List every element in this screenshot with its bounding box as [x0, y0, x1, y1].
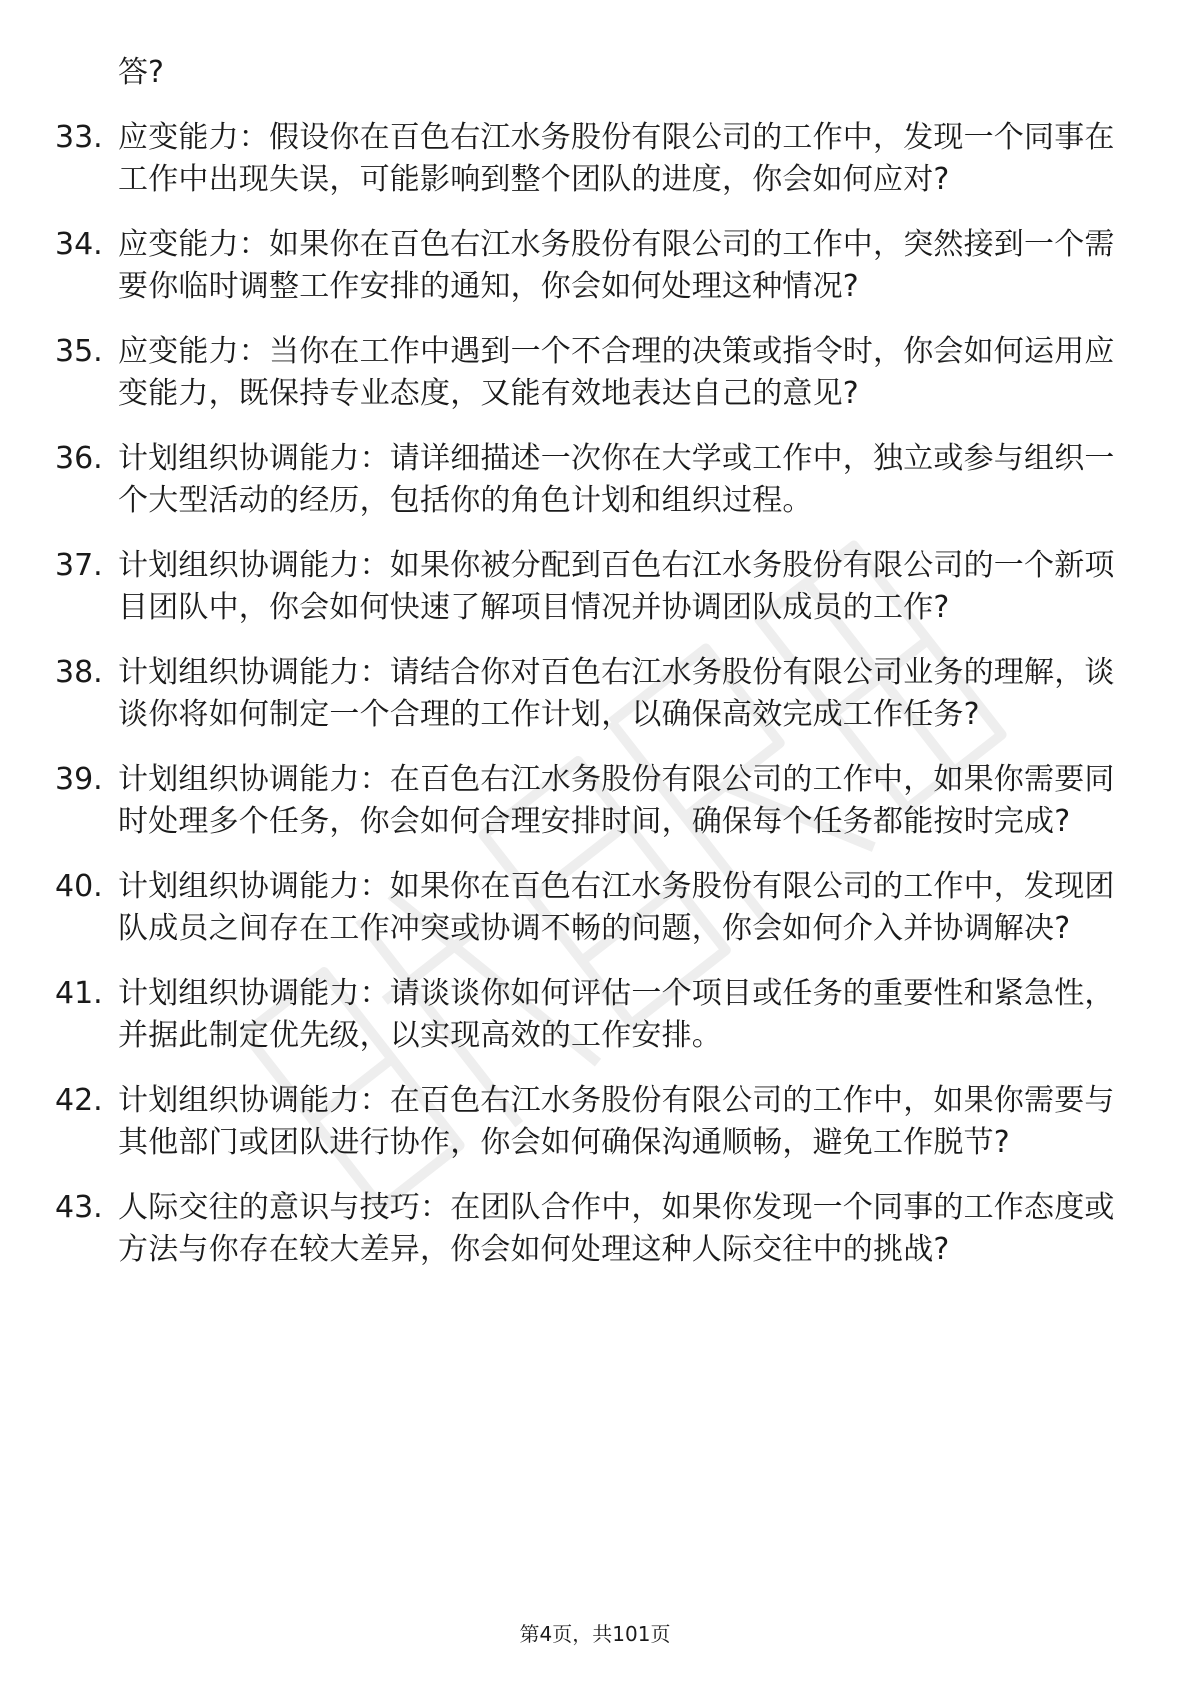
list-item — [55, 438, 1115, 522]
question-number: 39. — [55, 762, 103, 797]
question-text: 计划组织协调能力：在百色右江水务股份有限公司的工作中，如果你需要同时处理多个任务，你会如何合理安排时间，确保每个任务都能按时完成? — [118, 762, 1115, 839]
question-list — [55, 52, 1115, 1294]
question-number: 42. — [55, 1083, 103, 1118]
question-text: 应变能力：当你在工作中遇到一个不合理的决策或指令时，你会如何运用应变能力，既保持专业态度，又能有效地表达自己的意见? — [118, 334, 1115, 411]
question-text: 计划组织协调能力：请谈谈你如何评估一个项目或任务的重要性和紧急性，并据此制定优先级，以实现高效的工作安排。 — [118, 976, 1115, 1053]
question-text: 计划组织协调能力：在百色右江水务股份有限公司的工作中，如果你需要与其他部门或团队进行协作，你会如何确保沟通顺畅，避免工作脱节? — [118, 1083, 1115, 1160]
question-number: 33. — [55, 120, 103, 155]
question-text: 人际交往的意识与技巧：在团队合作中，如果你发现一个同事的工作态度或方法与你存在较大差异，你会如何处理这种人际交往中的挑战? — [118, 1190, 1115, 1267]
list-item — [55, 1080, 1115, 1164]
question-text: 计划组织协调能力：如果你在百色右江水务股份有限公司的工作中，发现团队成员之间存在工作冲突或协调不畅的问题，你会如何介入并协调解决? — [118, 869, 1115, 946]
question-number: 38. — [55, 655, 103, 690]
list-item — [55, 652, 1115, 736]
list-item — [55, 545, 1115, 629]
list-item — [55, 973, 1115, 1057]
list-item — [55, 759, 1115, 843]
question-text: 应变能力：假设你在百色右江水务股份有限公司的工作中，发现一个同事在工作中出现失误，可能影响到整个团队的进度，你会如何应对? — [118, 120, 1115, 197]
question-number: 36. — [55, 441, 103, 476]
question-text: 计划组织协调能力：请详细描述一次你在大学或工作中，独立或参与组织一个大型活动的经历，包括你的角色计划和组织过程。 — [118, 441, 1115, 518]
question-number: 41. — [55, 976, 103, 1011]
list-item — [55, 331, 1115, 415]
question-number: 43. — [55, 1190, 103, 1225]
question-text: 应变能力：如果你在百色右江水务股份有限公司的工作中，突然接到一个需要你临时调整工作安排的通知，你会如何处理这种情况? — [118, 227, 1115, 304]
list-item — [55, 117, 1115, 201]
question-text: 计划组织协调能力：请结合你对百色右江水务股份有限公司业务的理解，谈谈你将如何制定一个合理的工作计划，以确保高效完成工作任务? — [118, 655, 1115, 732]
page-number: 第4页，共101页 — [519, 1622, 671, 1646]
list-item — [55, 866, 1115, 950]
question-number: 35. — [55, 334, 103, 369]
list-item — [55, 1187, 1115, 1271]
list-item — [55, 224, 1115, 308]
question-number: 40. — [55, 869, 103, 904]
question-number: 37. — [55, 548, 103, 583]
continuation-text: 答? — [118, 55, 164, 90]
question-number: 34. — [55, 227, 103, 262]
question-text: 计划组织协调能力：如果你被分配到百色右江水务股份有限公司的一个新项目团队中，你会如何快速了解项目情况并协调团队成员的工作? — [118, 548, 1115, 625]
